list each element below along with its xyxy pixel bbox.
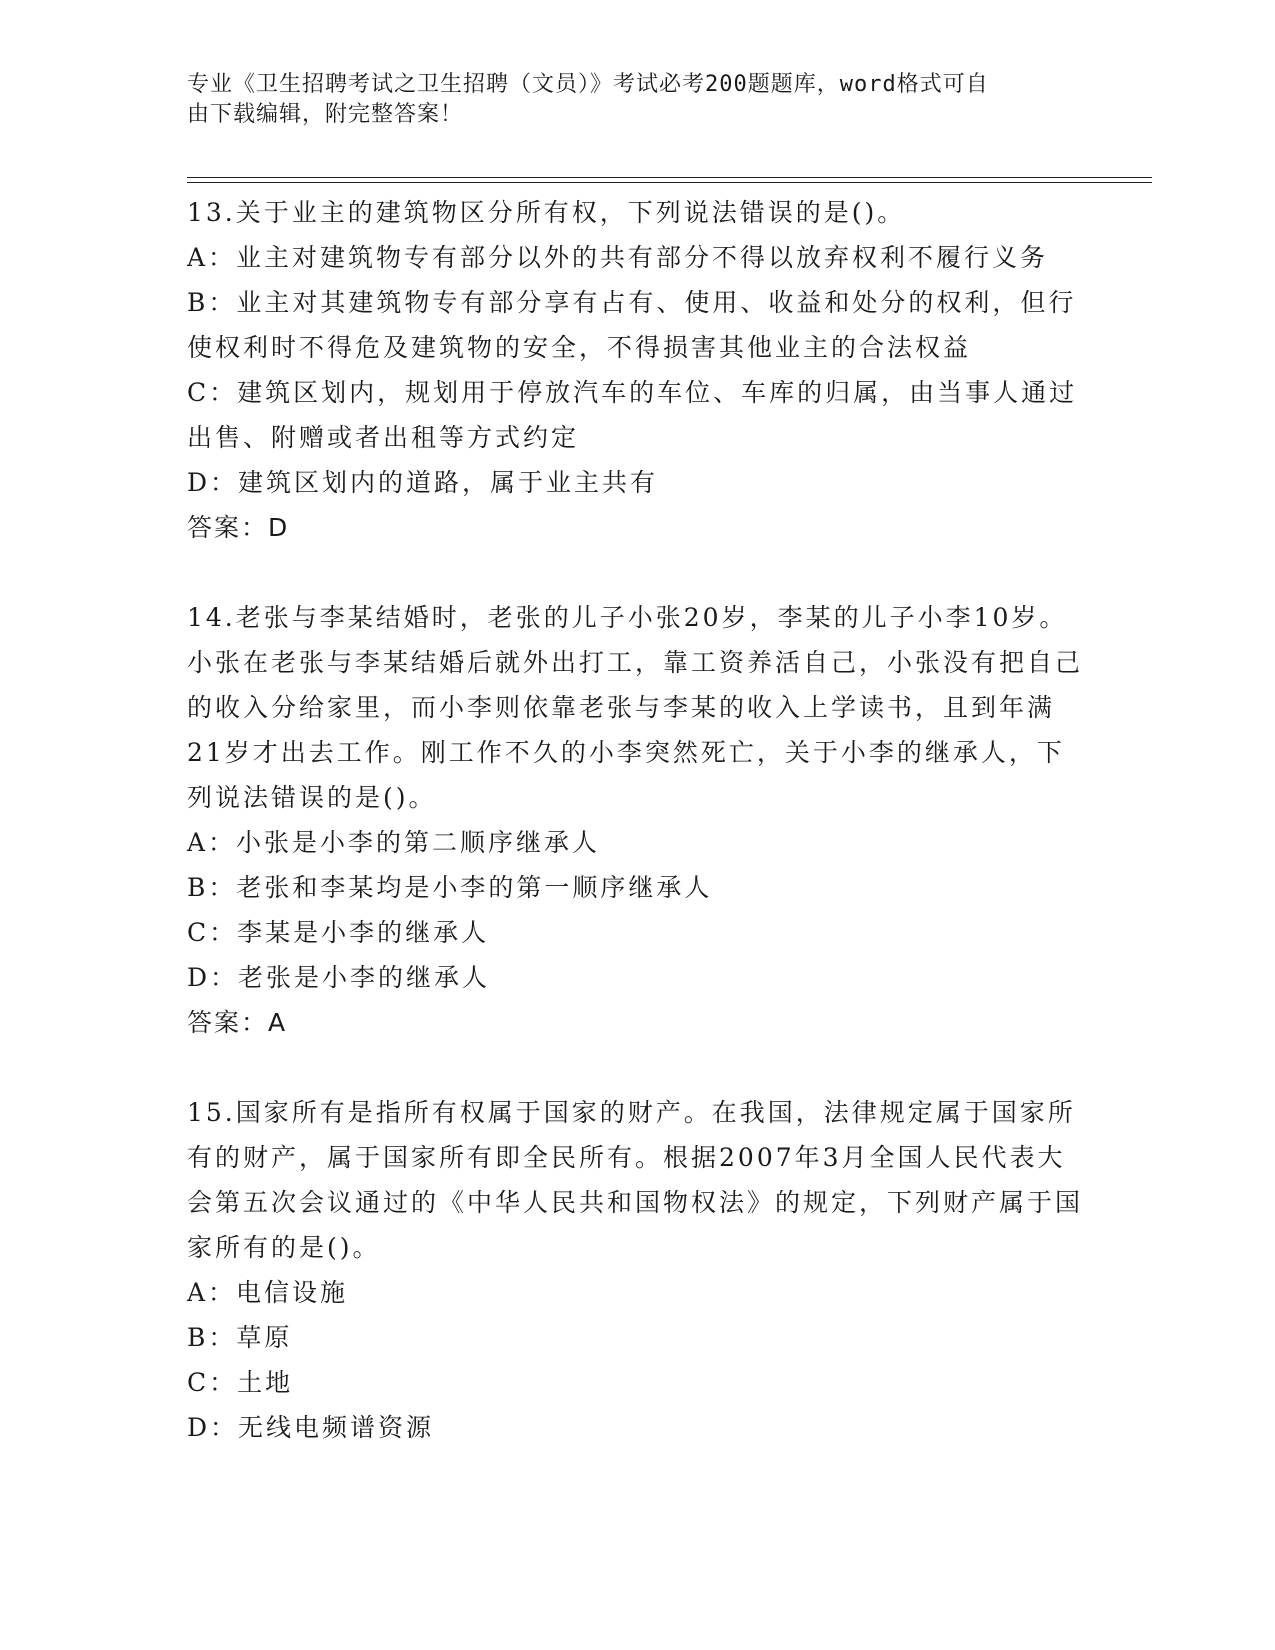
answer-label: 答案： (187, 1008, 269, 1037)
answer-line (187, 505, 1087, 550)
question-13 (187, 190, 1087, 550)
answer-label: 答案： (187, 513, 269, 542)
question-stem: 13.关于业主的建筑物区分所有权，下列说法错误的是()。 (187, 198, 906, 227)
question-stem: 15.国家所有是指所有权属于国家的财产。在我国，法律规定属于国家所有的财产，属于国家所有即全民所有。根据2007年3月全国人民代表大会第五次会议通过的《中华人民共和国物权法》的规定，下列财产属于国家所有的是()。 (187, 1098, 1084, 1262)
option-d: D：无线电频谱资源 (187, 1413, 435, 1442)
header-line-2: 由下载编辑，附完整答案！ (187, 102, 464, 127)
document-header (187, 70, 1067, 130)
option-a: A：业主对建筑物专有部分以外的共有部分不得以放弃权利不履行义务 (187, 243, 1049, 272)
answer-line (187, 1000, 1087, 1045)
question-14 (187, 595, 1087, 1045)
question-15 (187, 1090, 1087, 1450)
header-rule-bottom (187, 182, 1152, 183)
option-d: D：老张是小李的继承人 (187, 963, 491, 992)
option-c: C：建筑区划内，规划用于停放汽车的车位、车库的归属，由当事人通过出售、附赠或者出租等方式约定 (187, 378, 1078, 452)
question-list (187, 190, 1087, 1495)
option-d: D：建筑区划内的道路，属于业主共有 (187, 468, 659, 497)
option-c: C：土地 (187, 1368, 294, 1397)
option-b: B：老张和李某均是小李的第一顺序继承人 (187, 873, 713, 902)
option-b: B：草原 (187, 1323, 293, 1352)
option-b: B：业主对其建筑物专有部分享有占有、使用、收益和处分的权利，但行使权利时不得危及建筑物的安全，不得损害其他业主的合法权益 (187, 288, 1077, 362)
option-c: C：李某是小李的继承人 (187, 918, 490, 947)
header-line-1: 专业《卫生招聘考试之卫生招聘（文员）》考试必考200题题库，word格式可自 (187, 72, 989, 97)
answer-value: D (268, 513, 290, 542)
question-stem: 14.老张与李某结婚时，老张的儿子小张20岁，李某的儿子小李10岁。小张在老张与李某结婚后就外出打工，靠工资养活自己，小张没有把自己的收入分给家里，而小李则依靠老张与李某的收入上学读书，且到年满21岁才出去工作。刚工作不久的小李突然死亡，关于小李的继承人，下列说法错误的是()。 (187, 603, 1084, 812)
header-rule-top (187, 177, 1152, 178)
option-a: A：小张是小李的第二顺序继承人 (187, 828, 601, 857)
option-a: A：电信设施 (187, 1278, 349, 1307)
answer-value: A (268, 1008, 288, 1037)
